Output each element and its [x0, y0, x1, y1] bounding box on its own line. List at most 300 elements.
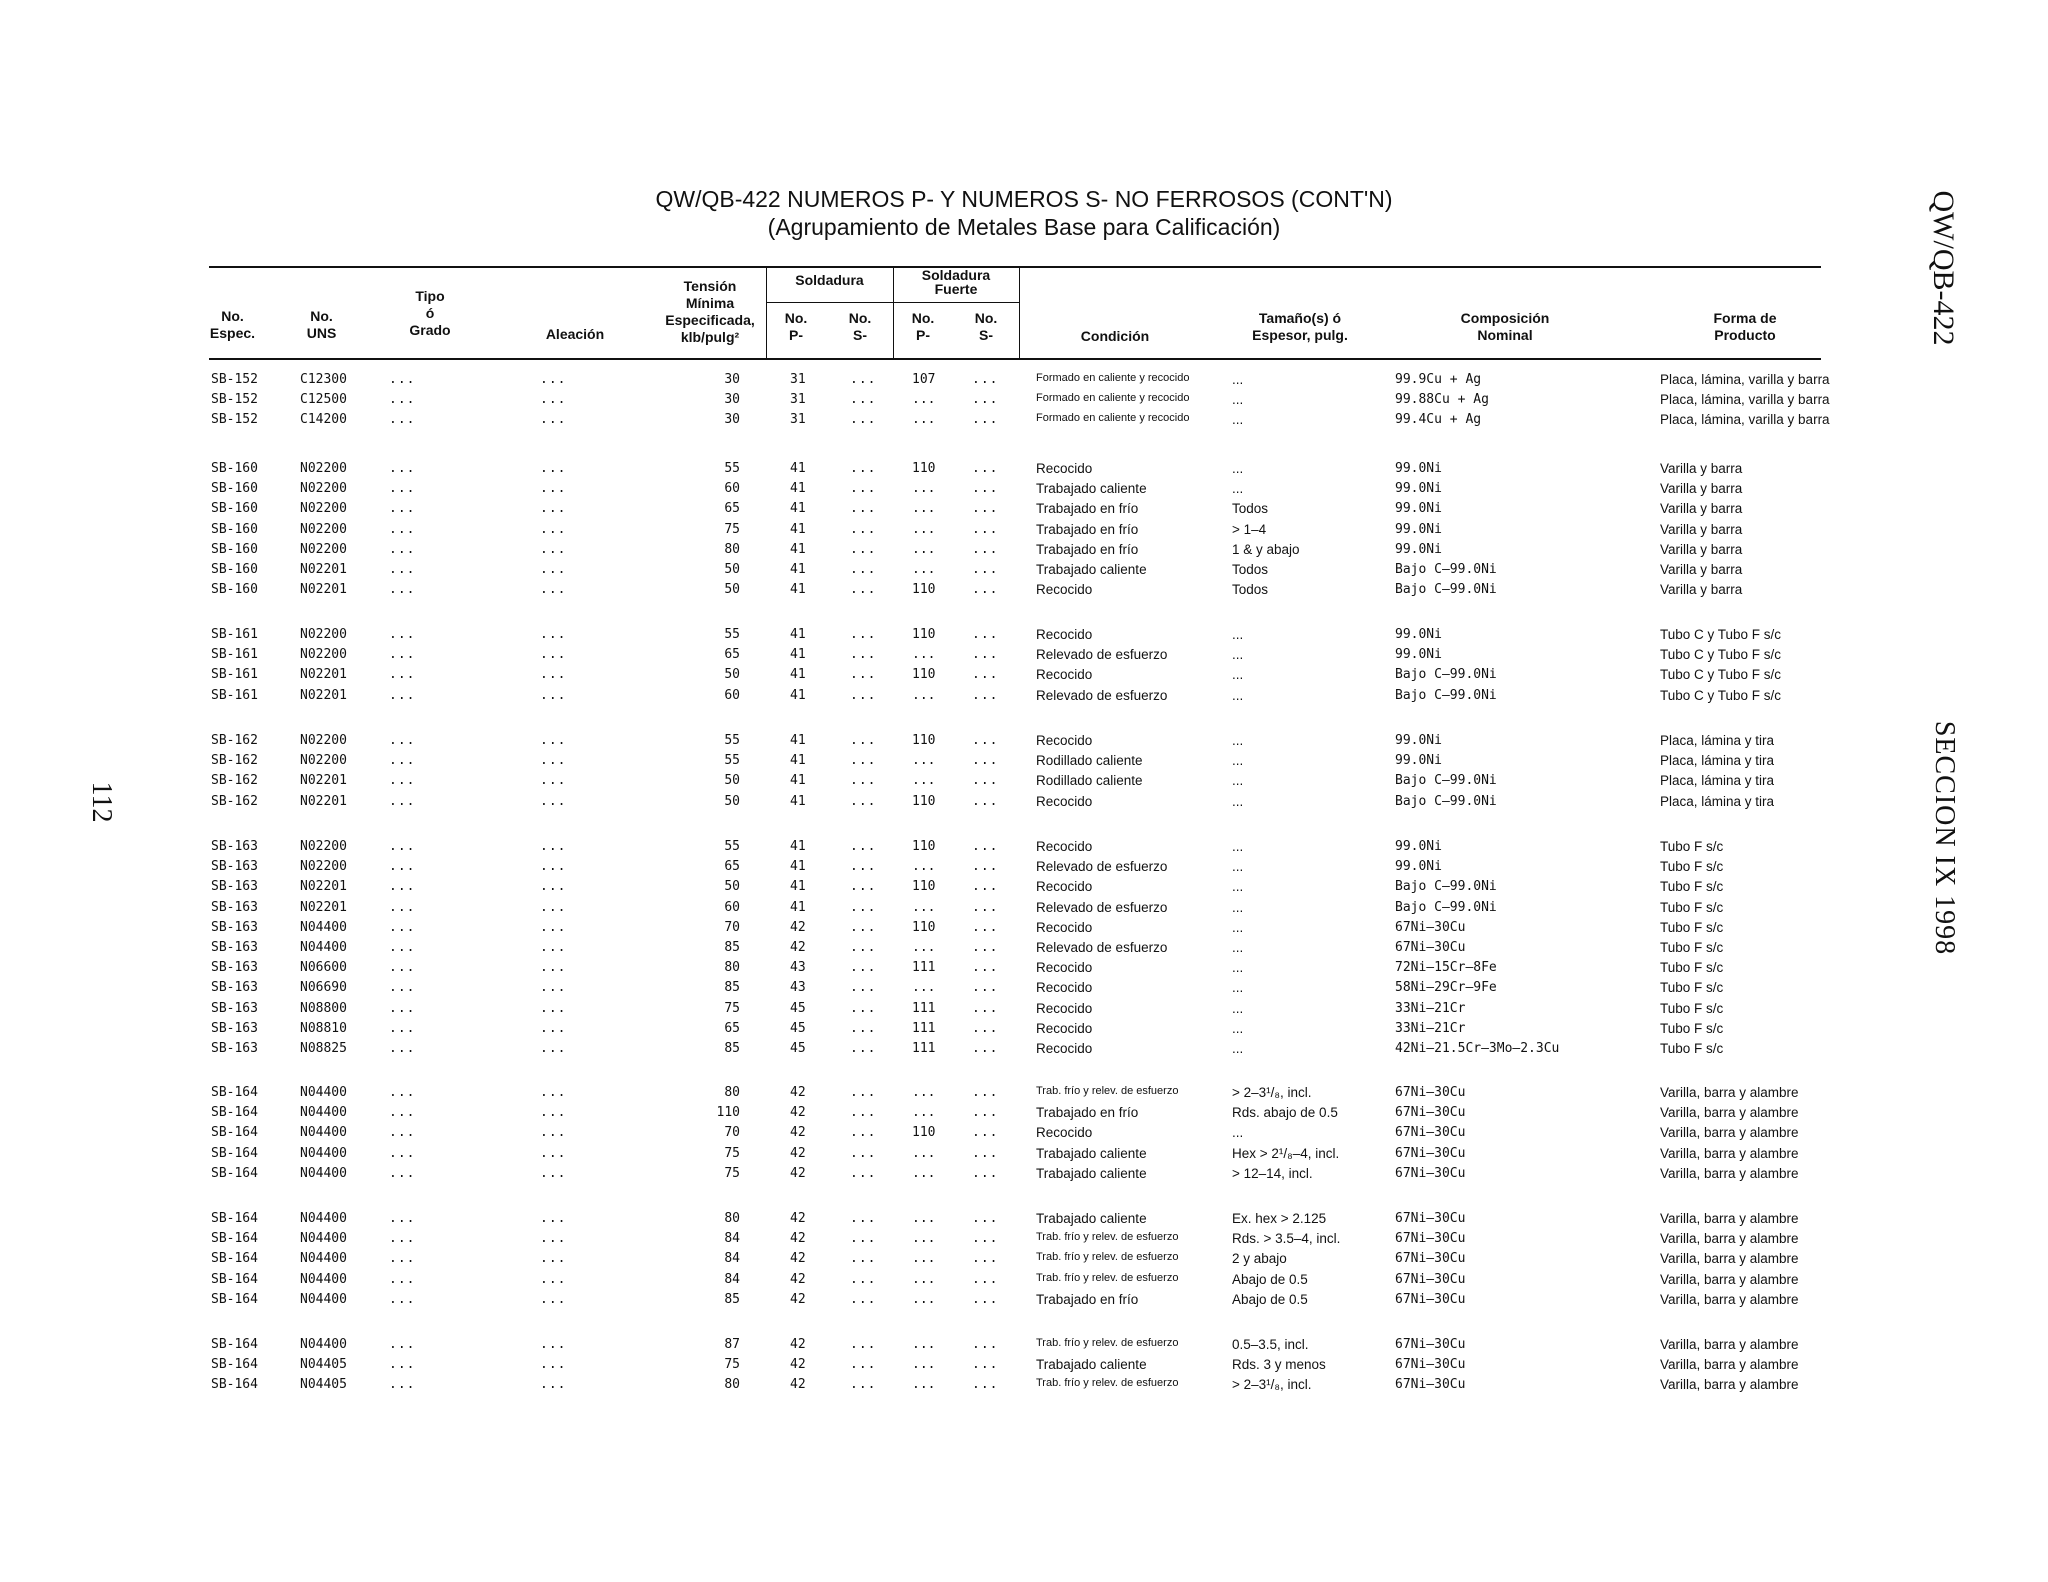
cell-sold-s: ... [850, 667, 877, 683]
cell-tipo: ... [389, 1125, 416, 1141]
cell-forma: Placa, lámina, varilla y barra [1660, 372, 1830, 387]
cell-aleacion: ... [540, 980, 567, 996]
cell-composicion: 67Ni–30Cu [1395, 1251, 1466, 1267]
cell-composicion: Bajo C–99.0Ni [1395, 793, 1497, 809]
cell-tamano: Hex > 2¹/₈–4, incl. [1232, 1145, 1340, 1161]
cell-sold-s: ... [850, 461, 877, 476]
cell-tipo: ... [389, 839, 416, 854]
cell-sf-p: 110 [912, 839, 936, 854]
cell-sold-s: ... [850, 1211, 877, 1226]
cell-sold-p: 41 [790, 773, 806, 789]
cell-sf-p: ... [912, 562, 936, 577]
cell-tension: 80 [724, 960, 740, 976]
cell-tipo: ... [389, 372, 416, 387]
cell-tipo: ... [389, 1211, 416, 1226]
cell-tamano: ... [1232, 1000, 1244, 1016]
cell-tamano: > 2–3¹/₈, incl. [1232, 1377, 1312, 1393]
cell-sf-s: ... [972, 1145, 999, 1161]
cell-composicion: 99.9Cu + Ag [1395, 372, 1482, 387]
cell-aleacion: ... [540, 1105, 567, 1121]
cell-spec: SB-163 [211, 919, 258, 935]
cell-sold-p: 41 [790, 667, 806, 683]
cell-spec: SB-152 [211, 392, 258, 408]
cell-sf-p: 110 [912, 461, 936, 476]
cell-spec: SB-160 [211, 461, 258, 476]
cell-sf-s: ... [972, 541, 999, 557]
cell-tipo: ... [389, 1145, 416, 1161]
cell-tension: 65 [724, 859, 740, 875]
cell-forma: Placa, lámina y tira [1660, 793, 1775, 809]
cell-sf-s: ... [972, 461, 999, 476]
cell-condicion: Relevado de esfuerzo [1036, 647, 1168, 663]
cell-sf-p: ... [912, 753, 936, 769]
cell-sold-s: ... [850, 1085, 877, 1100]
cell-sf-p: ... [912, 647, 936, 663]
cell-sf-p: ... [912, 1337, 936, 1352]
cell-condicion: Recocido [1036, 960, 1093, 976]
cell-forma: Tubo F s/c [1660, 960, 1724, 976]
cell-tipo: ... [389, 1000, 416, 1016]
cell-sf-s: ... [972, 1357, 999, 1373]
cell-sold-p: 42 [790, 1165, 806, 1181]
cell-tipo: ... [389, 753, 416, 769]
cell-sf-s: ... [972, 521, 999, 537]
cell-aleacion: ... [540, 1041, 567, 1056]
cell-spec: SB-161 [211, 627, 258, 642]
cell-composicion: 67Ni–30Cu [1395, 1085, 1466, 1100]
cell-tamano: ... [1232, 1020, 1244, 1036]
cell-spec: SB-163 [211, 1041, 258, 1056]
cell-sold-s: ... [850, 1020, 877, 1036]
cell-spec: SB-164 [211, 1377, 258, 1393]
cell-composicion: 67Ni–30Cu [1395, 1337, 1466, 1352]
cell-sf-s: ... [972, 1337, 999, 1352]
cell-forma: Varilla, barra y alambre [1660, 1251, 1799, 1267]
cell-tension: 75 [724, 521, 740, 537]
cell-composicion: 67Ni–30Cu [1395, 919, 1466, 935]
cell-forma: Varilla, barra y alambre [1660, 1231, 1799, 1247]
cell-sf-p: ... [912, 1085, 936, 1100]
cell-condicion: Recocido [1036, 839, 1093, 854]
cell-aleacion: ... [540, 793, 567, 809]
cell-composicion: Bajo C–99.0Ni [1395, 582, 1497, 598]
cell-aleacion: ... [540, 412, 567, 428]
cell-spec: SB-164 [211, 1125, 258, 1141]
cell-composicion: 67Ni–30Cu [1395, 1231, 1466, 1247]
header-sold-s: No. S- [848, 310, 872, 343]
cell-sold-p: 41 [790, 687, 806, 703]
cell-aleacion: ... [540, 879, 567, 895]
cell-uns: N06600 [300, 960, 347, 976]
cell-composicion: Bajo C–99.0Ni [1395, 667, 1497, 683]
cell-sf-p: ... [912, 1145, 936, 1161]
cell-spec: SB-164 [211, 1085, 258, 1100]
cell-uns: N04400 [300, 1231, 347, 1247]
cell-forma: Placa, lámina y tira [1660, 733, 1775, 748]
cell-composicion: 67Ni–30Cu [1395, 1291, 1466, 1307]
cell-tamano: ... [1232, 879, 1244, 895]
cell-sold-p: 42 [790, 1291, 806, 1307]
cell-sf-p: ... [912, 980, 936, 996]
cell-aleacion: ... [540, 1251, 567, 1267]
side-section-label: SECCION IX 1998 [1929, 720, 1960, 956]
cell-sold-p: 41 [790, 793, 806, 809]
cell-uns: N02200 [300, 627, 347, 642]
cell-spec: SB-161 [211, 647, 258, 663]
cell-tension: 55 [724, 753, 740, 769]
cell-tipo: ... [389, 481, 416, 497]
cell-tamano: ... [1232, 773, 1244, 789]
cell-sold-p: 42 [790, 1105, 806, 1121]
cell-condicion: Trab. frío y relev. de esfuerzo [1036, 1377, 1179, 1390]
cell-forma: Placa, lámina, varilla y barra [1660, 412, 1830, 428]
cell-condicion: Rodillado caliente [1036, 773, 1143, 789]
cell-forma: Tubo C y Tubo F s/c [1660, 627, 1782, 642]
cell-condicion: Trab. frío y relev. de esfuerzo [1036, 1085, 1179, 1097]
cell-condicion: Recocido [1036, 1000, 1093, 1016]
cell-tension: 84 [724, 1271, 740, 1287]
cell-spec: SB-164 [211, 1231, 258, 1247]
cell-spec: SB-164 [211, 1165, 258, 1181]
cell-composicion: 67Ni–30Cu [1395, 940, 1466, 955]
cell-sf-s: ... [972, 1000, 999, 1016]
cell-sf-p: ... [912, 1165, 936, 1181]
cell-tamano: ... [1232, 392, 1244, 408]
cell-tamano: ... [1232, 1041, 1244, 1056]
cell-tipo: ... [389, 1337, 416, 1352]
cell-sf-s: ... [972, 1020, 999, 1036]
cell-uns: N02201 [300, 773, 347, 789]
cell-composicion: 67Ni–30Cu [1395, 1105, 1466, 1121]
cell-tension: 85 [724, 940, 740, 955]
cell-condicion: Trabajado en frío [1036, 501, 1139, 517]
cell-sf-s: ... [972, 839, 999, 854]
cell-tension: 50 [724, 582, 740, 598]
cell-composicion: 67Ni–30Cu [1395, 1357, 1466, 1373]
cell-composicion: 99.0Ni [1395, 501, 1442, 517]
cell-composicion: 99.0Ni [1395, 647, 1442, 663]
cell-tipo: ... [389, 899, 416, 915]
header-sold-p: No. P- [784, 310, 808, 343]
cell-tipo: ... [389, 541, 416, 557]
cell-tipo: ... [389, 627, 416, 642]
cell-aleacion: ... [540, 1291, 567, 1307]
cell-uns: N04400 [300, 1085, 347, 1100]
cell-uns: C14200 [300, 412, 347, 428]
header-spec: No. Espec. [209, 308, 256, 341]
cell-tipo: ... [389, 1041, 416, 1056]
cell-spec: SB-163 [211, 1000, 258, 1016]
cell-tipo: ... [389, 879, 416, 895]
cell-spec: SB-160 [211, 582, 258, 598]
cell-sold-p: 45 [790, 1000, 806, 1016]
cell-uns: N04400 [300, 1271, 347, 1287]
cell-uns: N02200 [300, 839, 347, 854]
cell-tipo: ... [389, 980, 416, 996]
cell-sold-s: ... [850, 899, 877, 915]
cell-uns: N02201 [300, 793, 347, 809]
cell-aleacion: ... [540, 392, 567, 408]
cell-sold-p: 41 [790, 627, 806, 642]
cell-tipo: ... [389, 1105, 416, 1121]
cell-uns: N02200 [300, 501, 347, 517]
cell-forma: Varilla, barra y alambre [1660, 1125, 1799, 1141]
cell-sold-s: ... [850, 1271, 877, 1287]
cell-uns: N02201 [300, 687, 347, 703]
cell-tamano: ... [1232, 980, 1244, 996]
cell-composicion: 67Ni–30Cu [1395, 1377, 1466, 1393]
cell-forma: Varilla, barra y alambre [1660, 1377, 1799, 1393]
cell-spec: SB-163 [211, 980, 258, 996]
cell-sf-s: ... [972, 687, 999, 703]
header-tipo: Tipo ó Grado [409, 288, 451, 338]
cell-sf-s: ... [972, 960, 999, 976]
cell-composicion: 99.0Ni [1395, 481, 1442, 497]
cell-spec: SB-164 [211, 1337, 258, 1352]
cell-sold-p: 41 [790, 481, 806, 497]
cell-tamano: ... [1232, 647, 1244, 663]
cell-sf-p: ... [912, 940, 936, 955]
cell-spec: SB-162 [211, 793, 258, 809]
cell-sf-p: 107 [912, 372, 936, 387]
cell-uns: N02201 [300, 582, 347, 598]
cell-forma: Placa, lámina, varilla y barra [1660, 392, 1830, 408]
cell-sold-p: 31 [790, 392, 806, 408]
cell-tension: 80 [724, 541, 740, 557]
cell-uns: N02200 [300, 461, 347, 476]
table-header-rule [209, 358, 1019, 360]
cell-tamano: Todos [1232, 501, 1269, 517]
cell-condicion: Relevado de esfuerzo [1036, 859, 1168, 875]
cell-aleacion: ... [540, 667, 567, 683]
cell-sf-s: ... [972, 1251, 999, 1267]
cell-tipo: ... [389, 1165, 416, 1181]
cell-forma: Varilla, barra y alambre [1660, 1337, 1799, 1352]
cell-sf-s: ... [972, 1211, 999, 1226]
cell-composicion: 33Ni–21Cr [1395, 1020, 1466, 1036]
cell-sold-p: 41 [790, 733, 806, 748]
cell-forma: Varilla, barra y alambre [1660, 1357, 1799, 1373]
cell-sold-s: ... [850, 541, 877, 557]
header-uns: No. UNS [306, 308, 337, 341]
cell-condicion: Recocido [1036, 582, 1093, 598]
cell-tamano: ... [1232, 839, 1244, 854]
cell-condicion: Trab. frío y relev. de esfuerzo [1036, 1231, 1179, 1244]
header-forma: Forma de Producto [1713, 310, 1777, 343]
cell-aleacion: ... [540, 1085, 567, 1100]
cell-tension: 30 [724, 412, 740, 428]
cell-sf-s: ... [972, 1041, 999, 1056]
cell-sold-s: ... [850, 1105, 877, 1121]
cell-spec: SB-164 [211, 1211, 258, 1226]
cell-sold-p: 42 [790, 1251, 806, 1267]
cell-forma: Tubo F s/c [1660, 1020, 1724, 1036]
cell-aleacion: ... [540, 1271, 567, 1287]
cell-tamano: ... [1232, 793, 1244, 809]
cell-sf-p: ... [912, 899, 936, 915]
cell-forma: Varilla, barra y alambre [1660, 1105, 1799, 1121]
cell-condicion: Recocido [1036, 1125, 1093, 1141]
cell-composicion: 67Ni–30Cu [1395, 1145, 1466, 1161]
cell-tamano: ... [1232, 372, 1244, 387]
cell-forma: Tubo F s/c [1660, 839, 1724, 854]
cell-sf-p: ... [912, 392, 936, 408]
cell-spec: SB-152 [211, 372, 258, 387]
cell-composicion: Bajo C–99.0Ni [1395, 879, 1497, 895]
cell-tension: 80 [724, 1211, 740, 1226]
cell-sf-p: ... [912, 412, 936, 428]
cell-forma: Tubo F s/c [1660, 1000, 1724, 1016]
cell-sf-p: 110 [912, 627, 936, 642]
cell-spec: SB-162 [211, 773, 258, 789]
cell-sold-p: 31 [790, 412, 806, 428]
cell-sf-p: 111 [912, 1041, 936, 1056]
cell-spec: SB-163 [211, 879, 258, 895]
cell-composicion: 99.0Ni [1395, 627, 1442, 642]
cell-sold-p: 42 [790, 1231, 806, 1247]
cell-condicion: Trab. frío y relev. de esfuerzo [1036, 1251, 1179, 1264]
cell-sold-p: 41 [790, 879, 806, 895]
cell-sold-p: 31 [790, 372, 806, 387]
cell-sold-p: 41 [790, 753, 806, 769]
cell-composicion: 72Ni–15Cr–8Fe [1395, 960, 1497, 976]
cell-sold-s: ... [850, 859, 877, 875]
cell-tension: 110 [716, 1105, 740, 1121]
cell-tension: 50 [724, 562, 740, 577]
cell-tension: 30 [724, 372, 740, 387]
cell-sold-s: ... [850, 1377, 877, 1393]
cell-tension: 60 [724, 481, 740, 497]
cell-uns: N04405 [300, 1357, 347, 1373]
cell-sold-s: ... [850, 501, 877, 517]
cell-composicion: 99.0Ni [1395, 733, 1442, 748]
cell-sold-s: ... [850, 1145, 877, 1161]
cell-tipo: ... [389, 667, 416, 683]
cell-sold-s: ... [850, 582, 877, 598]
cell-aleacion: ... [540, 1337, 567, 1352]
cell-aleacion: ... [540, 1020, 567, 1036]
cell-sold-s: ... [850, 753, 877, 769]
cell-tamano: ... [1232, 859, 1244, 875]
cell-tension: 55 [724, 461, 740, 476]
cell-condicion: Recocido [1036, 667, 1093, 683]
cell-sf-p: ... [912, 481, 936, 497]
cell-condicion: Formado en caliente y recocido [1036, 412, 1190, 425]
cell-sf-p: 110 [912, 793, 936, 809]
cell-uns: N02200 [300, 859, 347, 875]
cell-tipo: ... [389, 412, 416, 428]
cell-sf-p: ... [912, 501, 936, 517]
cell-sold-s: ... [850, 392, 877, 408]
cell-tension: 85 [724, 1041, 740, 1056]
cell-sf-s: ... [972, 412, 999, 428]
cell-tension: 80 [724, 1085, 740, 1100]
cell-sf-s: ... [972, 1085, 999, 1100]
cell-uns: N02200 [300, 481, 347, 497]
cell-spec: SB-163 [211, 960, 258, 976]
cell-sold-p: 41 [790, 647, 806, 663]
cell-sf-p: ... [912, 1251, 936, 1267]
cell-aleacion: ... [540, 940, 567, 955]
cell-tipo: ... [389, 919, 416, 935]
cell-tension: 70 [724, 1125, 740, 1141]
cell-forma: Varilla, barra y alambre [1660, 1165, 1799, 1181]
cell-tension: 70 [724, 919, 740, 935]
cell-spec: SB-164 [211, 1251, 258, 1267]
cell-tipo: ... [389, 1271, 416, 1287]
cell-tipo: ... [389, 859, 416, 875]
cell-condicion: Trab. frío y relev. de esfuerzo [1036, 1271, 1179, 1284]
cell-forma: Tubo F s/c [1660, 879, 1724, 895]
cell-tension: 85 [724, 980, 740, 996]
cell-uns: N02200 [300, 541, 347, 557]
cell-spec: SB-160 [211, 521, 258, 537]
cell-tipo: ... [389, 793, 416, 809]
cell-tamano: ... [1232, 733, 1244, 748]
cell-spec: SB-164 [211, 1105, 258, 1121]
cell-condicion: Trabajado en frío [1036, 521, 1139, 537]
cell-sold-s: ... [850, 733, 877, 748]
cell-forma: Tubo C y Tubo F s/c [1660, 647, 1782, 663]
cell-sold-s: ... [850, 919, 877, 935]
cell-tipo: ... [389, 1251, 416, 1267]
cell-condicion: Relevado de esfuerzo [1036, 899, 1168, 915]
cell-tipo: ... [389, 1020, 416, 1036]
cell-sold-p: 42 [790, 1145, 806, 1161]
cell-sf-p: ... [912, 1377, 936, 1393]
cell-sf-p: 110 [912, 1125, 936, 1141]
cell-tipo: ... [389, 733, 416, 748]
cell-forma: Tubo F s/c [1660, 919, 1724, 935]
cell-spec: SB-160 [211, 501, 258, 517]
cell-sold-p: 42 [790, 940, 806, 955]
cell-aleacion: ... [540, 481, 567, 497]
cell-forma: Varilla, barra y alambre [1660, 1145, 1799, 1161]
cell-sold-s: ... [850, 960, 877, 976]
cell-spec: SB-160 [211, 481, 258, 497]
header-tamano: Tamaño(s) ó Espesor, pulg. [1252, 310, 1348, 343]
cell-sf-p: ... [912, 1271, 936, 1287]
cell-uns: C12300 [300, 372, 347, 387]
cell-spec: SB-163 [211, 859, 258, 875]
cell-forma: Tubo F s/c [1660, 940, 1724, 955]
cell-aleacion: ... [540, 1165, 567, 1181]
cell-tipo: ... [389, 1085, 416, 1100]
cell-uns: N08825 [300, 1041, 347, 1056]
cell-uns: N04400 [300, 1211, 347, 1226]
cell-forma: Placa, lámina y tira [1660, 773, 1775, 789]
cell-tamano: Rds. abajo de 0.5 [1232, 1105, 1338, 1121]
cell-tamano: Rds. > 3.5–4, incl. [1232, 1231, 1341, 1247]
cell-condicion: Trabajado caliente [1036, 562, 1147, 577]
cell-tamano: ... [1232, 481, 1244, 497]
cell-sold-s: ... [850, 372, 877, 387]
cell-sf-s: ... [972, 667, 999, 683]
cell-tamano: ... [1232, 753, 1244, 769]
cell-tamano: Ex. hex > 2.125 [1232, 1211, 1327, 1226]
cell-sf-p: ... [912, 541, 936, 557]
cell-tamano: > 1–4 [1232, 521, 1267, 537]
cell-tipo: ... [389, 1357, 416, 1373]
cell-aleacion: ... [540, 562, 567, 577]
cell-composicion: 99.0Ni [1395, 541, 1442, 557]
cell-tamano: Todos [1232, 582, 1269, 598]
cell-tension: 60 [724, 687, 740, 703]
cell-sf-p: ... [912, 1357, 936, 1373]
cell-uns: N02201 [300, 879, 347, 895]
header-soldadura-fuerte: Soldadura Fuerte [921, 267, 991, 297]
cell-sold-s: ... [850, 1251, 877, 1267]
